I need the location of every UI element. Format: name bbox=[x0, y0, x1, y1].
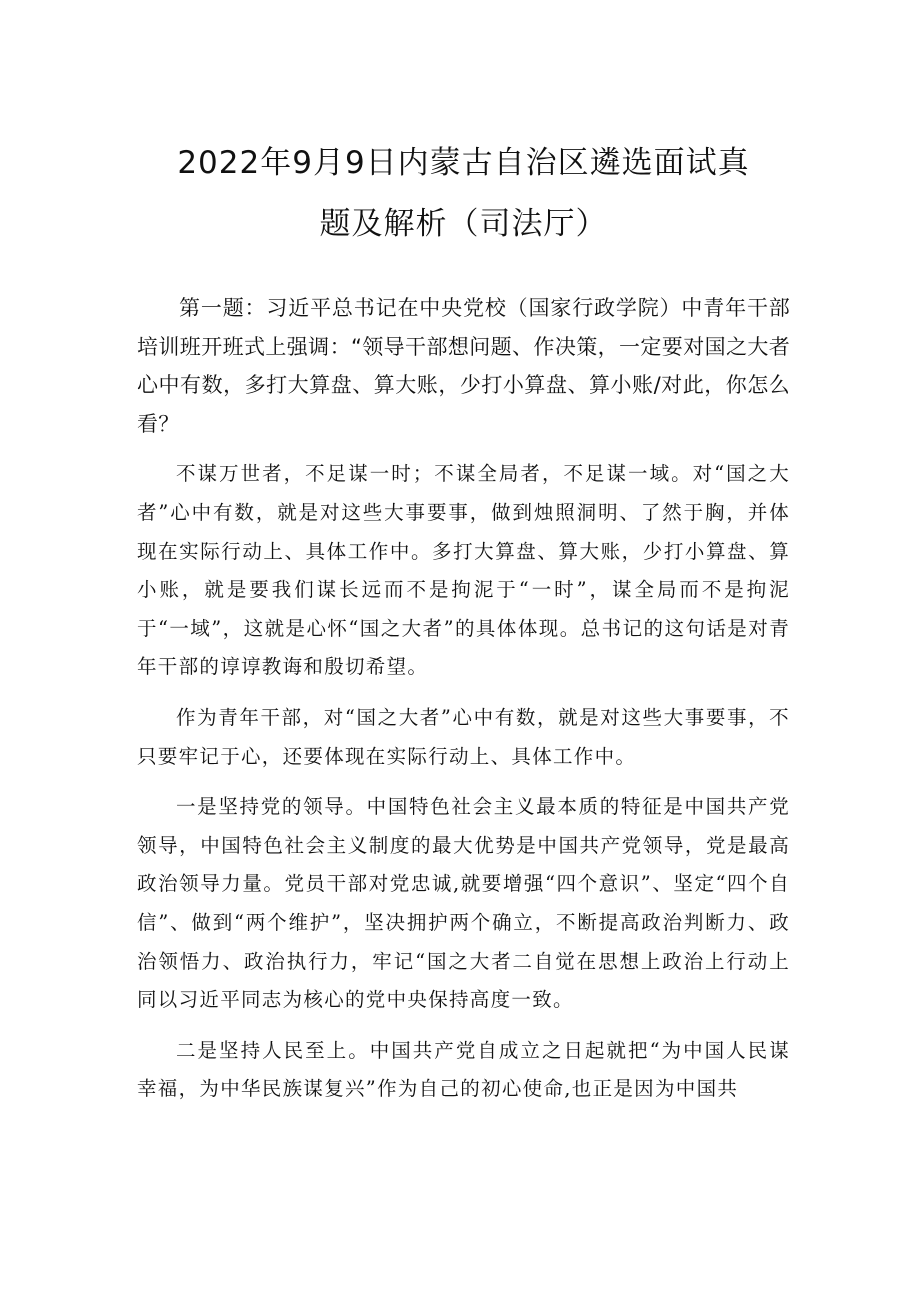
answer-paragraph: 二是坚持人民至上。中国共产党自成立之日起就把“为中国人民谋幸福，为中华民族谋复兴”作为自己的初心使命,也正是因为中国共 bbox=[137, 1038, 790, 1101]
answer-paragraph: 不谋万世者，不足谋一时；不谋全局者，不足谋一域。对“国之大者”心中有数，就是对这些大事要事，做到烛照洞明、了然于胸，并体现在实际行动上、具体工作中。多打大算盘、算大账，少打小算盘、算小账，就是要我们谋长远而不是拘泥于“一时”，谋全局而不是拘泥于“一域”，这就是心怀“国之大者”的具体体现。总书记的这句话是对青年干部的谆谆教诲和殷切希望。 bbox=[137, 462, 790, 679]
answer-paragraph: 一是坚持党的领导。中国特色社会主义最本质的特征是中国共产党领导，中国特色社会主义制度的最大优势是中国共产党领导，党是最高政治领导力量。党员干部对党忠诚,就要增强“四个意识”、坚定“四个自信”、做到“两个维护”，坚决拥护两个确立，不断提高政治判断力、政治领悟力、政治执行力，牢记“国之大者二自觉在思想上政治上行动上同以习近平同志为核心的党中央保持高度一致。 bbox=[137, 795, 790, 1012]
question-text: 第一题：习近平总书记在中央党校（国家行政学院）中青年干部培训班开班式上强调：“领导干部想问题、作决策，一定要对国之大者心中有数，多打大算盘、算大账，少打小算盘、算小账/对此，你怎么看？ bbox=[137, 296, 790, 436]
document-title bbox=[137, 133, 790, 255]
answer-paragraph: 作为青年干部，对“国之大者”心中有数，就是对这些大事要事，不只要牢记于心，还要体现在实际行动上、具体工作中。 bbox=[137, 705, 790, 768]
title-line-2: 题及解析（司法厅） bbox=[319, 206, 608, 242]
title-line-1: 2022年9月9日内蒙古自治区遴选面试真 bbox=[177, 145, 750, 181]
